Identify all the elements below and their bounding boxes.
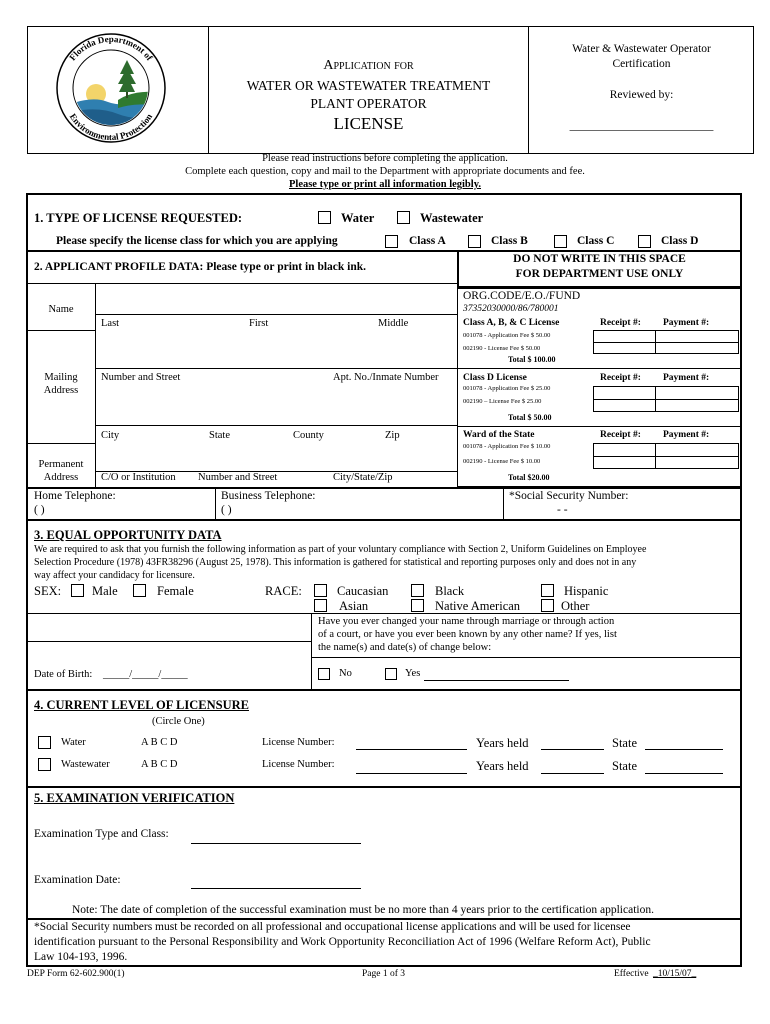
name-input-line[interactable] bbox=[95, 314, 457, 315]
ssn-label: *Social Security Number: bbox=[509, 490, 629, 502]
caucasian-label: Caucasian bbox=[337, 584, 389, 598]
mailing-label-2: Address bbox=[43, 385, 79, 396]
water-state-label: State bbox=[612, 736, 637, 750]
abc-grid-hline bbox=[593, 342, 739, 343]
ward-fee-app: 001078 - Application Fee $ 10.00 bbox=[463, 443, 551, 450]
dep-logo bbox=[48, 30, 174, 146]
d-grid-hline bbox=[593, 399, 739, 400]
divider-s4-s5 bbox=[27, 786, 741, 788]
do-not-write-line2: FOR DEPARTMENT USE ONLY bbox=[515, 268, 684, 280]
d-receipt-label: Receipt #: bbox=[600, 373, 641, 383]
circle-one-label: (Circle One) bbox=[152, 716, 205, 727]
cert-program-line1: Water & Wastewater Operator bbox=[572, 43, 711, 55]
section2-heading: 2. APPLICANT PROFILE DATA: Please type or print in black ink. bbox=[34, 261, 367, 273]
ward-total: Total $20.00 bbox=[508, 473, 550, 482]
ssn-note-line1: *Social Security numbers must be recorded on all professional and occupational license applications and will be used for licensee bbox=[34, 921, 631, 933]
d-fee-license: 002190 – License Fee $ 25.00 bbox=[463, 398, 542, 405]
wastewater-checkbox[interactable] bbox=[397, 211, 410, 224]
black-label: Black bbox=[435, 584, 465, 598]
section3-heading: 3. EQUAL OPPORTUNITY DATA bbox=[34, 528, 222, 542]
current-water-label: Water bbox=[61, 737, 86, 748]
d-total: Total $ 50.00 bbox=[508, 413, 552, 422]
yes-details-line[interactable] bbox=[424, 680, 569, 681]
business-telephone-field[interactable]: ( ) bbox=[221, 504, 232, 516]
abc-section-divider bbox=[457, 368, 742, 369]
abc-fee-app: 001078 - Application Fee $ 50.00 bbox=[463, 332, 551, 339]
name-change-q3: the name(s) and date(s) of change below: bbox=[318, 642, 492, 653]
title-line2: WATER OR WASTEWATER TREATMENT bbox=[246, 78, 491, 93]
effective-date: _10/15/07_ bbox=[653, 969, 697, 979]
state-label: State bbox=[209, 430, 230, 441]
d-license-title: Class D License bbox=[463, 373, 527, 383]
wastewater-years-held-field[interactable] bbox=[541, 773, 604, 774]
name-change-q1: Have you ever changed your name through marriage or through action bbox=[318, 616, 615, 627]
exam-date-field[interactable] bbox=[191, 888, 361, 889]
hispanic-label: Hispanic bbox=[564, 584, 609, 598]
ward-receipt-label: Receipt #: bbox=[600, 430, 641, 440]
reviewed-by-label: Reviewed by: bbox=[609, 89, 674, 101]
class-b-checkbox[interactable] bbox=[468, 235, 481, 248]
name-change-answer-line[interactable] bbox=[311, 657, 741, 658]
wastewater-license-number-field[interactable] bbox=[356, 773, 467, 774]
instruction-line1: Please read instructions before completing the application. bbox=[262, 153, 508, 164]
section5-heading: 5. EXAMINATION VERIFICATION bbox=[34, 791, 235, 805]
yes-label: Yes bbox=[405, 668, 421, 679]
eeo-para-line2: Selection Procedure (1978) 43FR38296 (August 25, 1978). This information is gathered for statistical and reporting purposes only and does not in any bbox=[34, 557, 637, 568]
phone-divider-1 bbox=[215, 487, 216, 519]
dob-label: Date of Birth: bbox=[34, 669, 93, 680]
title-line1: Application for bbox=[323, 58, 414, 73]
class-d-checkbox[interactable] bbox=[638, 235, 651, 248]
section1-heading: 1. TYPE OF LICENSE REQUESTED: bbox=[34, 211, 243, 225]
county-label: County bbox=[293, 430, 324, 441]
class-d-label: Class D bbox=[661, 235, 699, 247]
home-telephone-field[interactable]: ( ) bbox=[34, 504, 45, 516]
divider-s3-s4 bbox=[27, 689, 741, 691]
instruction-line2: Complete each question, copy and mail to the Department with appropriate documents and fee. bbox=[185, 166, 585, 177]
class-c-label: Class C bbox=[577, 235, 615, 247]
city-state-zip-label: City/State/Zip bbox=[333, 472, 393, 483]
business-telephone-label: Business Telephone: bbox=[221, 490, 316, 502]
wastewater-license-number-label: License Number: bbox=[262, 759, 335, 770]
race-label: RACE: bbox=[265, 584, 302, 598]
effective-label: Effective bbox=[614, 969, 649, 979]
phone-divider-2 bbox=[503, 487, 504, 519]
mailing-row-bottom-left bbox=[27, 443, 95, 444]
abc-total: Total $ 100.00 bbox=[508, 355, 556, 364]
caucasian-checkbox[interactable] bbox=[314, 584, 327, 597]
wastewater-years-held-label: Years held bbox=[476, 759, 529, 773]
org-code-label: ORG.CODE/E.O./FUND bbox=[463, 290, 581, 302]
ssn-note-line3: Law 104-193, 1996. bbox=[34, 951, 128, 963]
svg-text:Florida Department of: Florida Department of bbox=[67, 33, 155, 63]
class-prompt: Please specify the license class for which you are applying bbox=[56, 235, 338, 247]
number-street-label: Number and Street bbox=[101, 372, 181, 383]
wastewater-grade-options[interactable]: A B C D bbox=[141, 759, 178, 770]
no-checkbox[interactable] bbox=[318, 668, 330, 680]
city-label: City bbox=[101, 430, 120, 441]
current-water-checkbox[interactable] bbox=[38, 736, 51, 749]
current-wastewater-checkbox[interactable] bbox=[38, 758, 51, 771]
class-a-label: Class A bbox=[409, 235, 446, 247]
d-fee-app: 001078 - Application Fee $ 25.00 bbox=[463, 385, 551, 392]
other-race-checkbox[interactable] bbox=[541, 599, 554, 612]
exam-note: Note: The date of completion of the successful examination must be no more than 4 years prior to the certification application. bbox=[72, 904, 654, 916]
water-grade-options[interactable]: A B C D bbox=[141, 737, 178, 748]
page-number: Page 1 of 3 bbox=[362, 969, 406, 979]
abc-receipt-label: Receipt #: bbox=[600, 318, 641, 328]
water-label: Water bbox=[341, 211, 375, 225]
do-not-write-line1: DO NOT WRITE IN THIS SPACE bbox=[513, 253, 686, 265]
abc-license-title: Class A, B, & C License bbox=[463, 318, 560, 328]
abc-payment-label: Payment #: bbox=[663, 318, 710, 328]
zip-label: Zip bbox=[385, 430, 400, 441]
middle-label: Middle bbox=[378, 318, 409, 329]
first-label: First bbox=[249, 318, 269, 329]
native-american-label: Native American bbox=[435, 599, 521, 613]
sex-label: SEX: bbox=[34, 584, 62, 598]
wastewater-state-label: State bbox=[612, 759, 637, 773]
exam-type-field[interactable] bbox=[191, 843, 361, 844]
ward-title: Ward of the State bbox=[463, 430, 535, 440]
ward-payment-label: Payment #: bbox=[663, 430, 710, 440]
ssn-note-line2: identification pursuant to the Personal Responsibility and Work Opportunity Reconciliation Act of 1996 (Welfare Reform Act), Public bbox=[34, 936, 651, 948]
home-telephone-label: Home Telephone: bbox=[34, 490, 116, 502]
mailing-label-1: Mailing bbox=[44, 372, 78, 383]
asian-checkbox[interactable] bbox=[314, 599, 327, 612]
no-label: No bbox=[339, 668, 352, 679]
svg-text:Environmental Protection: Environmental Protection bbox=[67, 111, 155, 143]
permanent-label-1: Permanent bbox=[38, 459, 84, 470]
current-wastewater-label: Wastewater bbox=[61, 759, 110, 770]
number-street-2-label: Number and Street bbox=[198, 472, 278, 483]
abc-fee-license: 002190 - License Fee $ 50.00 bbox=[463, 345, 541, 352]
wastewater-label: Wastewater bbox=[420, 211, 484, 225]
ssn-field[interactable]: - - bbox=[557, 504, 568, 516]
name-row-bottom-left bbox=[27, 330, 95, 331]
native-american-checkbox[interactable] bbox=[411, 599, 424, 612]
asian-label: Asian bbox=[339, 599, 369, 613]
cert-program-line2: Certification bbox=[612, 58, 671, 70]
name-change-divider bbox=[311, 613, 312, 689]
title-line3: PLANT OPERATOR bbox=[310, 96, 427, 111]
wastewater-state-field[interactable] bbox=[645, 773, 723, 774]
divider-s5-footer bbox=[27, 918, 741, 920]
exam-type-label: Examination Type and Class: bbox=[34, 828, 169, 840]
reviewed-by-line[interactable]: _________________________ bbox=[569, 120, 714, 132]
female-checkbox[interactable] bbox=[133, 584, 146, 597]
eeo-para-line1: We are required to ask that you furnish the following information as part of your voluntary compliance with Section 2, Uniform Guidelines on Employee bbox=[34, 544, 647, 555]
class-b-label: Class B bbox=[491, 235, 528, 247]
phone-row-bottom bbox=[27, 519, 741, 521]
instruction-line3: Please type or print all information legibly. bbox=[288, 179, 481, 190]
black-checkbox[interactable] bbox=[411, 584, 424, 597]
org-code-number: 37352030000/86/780001 bbox=[463, 304, 559, 314]
yes-checkbox[interactable] bbox=[385, 668, 397, 680]
eeo-para-line3: way affect your candidacy for licensure. bbox=[34, 570, 195, 581]
last-label: Last bbox=[101, 318, 120, 329]
d-payment-label: Payment #: bbox=[663, 373, 710, 383]
hispanic-checkbox[interactable] bbox=[541, 584, 554, 597]
ward-fee-license: 002190 - License Fee $ 10.00 bbox=[463, 458, 541, 465]
water-checkbox[interactable] bbox=[318, 211, 331, 224]
city-input-line[interactable] bbox=[95, 425, 457, 426]
male-label: Male bbox=[92, 584, 118, 598]
other-name-line[interactable] bbox=[27, 641, 311, 642]
water-state-field[interactable] bbox=[645, 749, 723, 750]
name-label: Name bbox=[48, 304, 74, 315]
co-institution-label: C/O or Institution bbox=[101, 472, 176, 483]
form-number: DEP Form 62-602.900(1) bbox=[27, 969, 125, 979]
phone-row-top bbox=[27, 487, 741, 489]
water-license-number-field[interactable] bbox=[356, 749, 467, 750]
title-line4: LICENSE bbox=[333, 114, 404, 133]
apt-label: Apt. No./Inmate Number bbox=[333, 372, 439, 383]
class-a-checkbox[interactable] bbox=[385, 235, 398, 248]
male-checkbox[interactable] bbox=[71, 584, 84, 597]
dob-field[interactable]: _____/_____/_____ bbox=[103, 669, 188, 680]
name-change-top bbox=[27, 613, 741, 614]
water-years-held-field[interactable] bbox=[541, 749, 604, 750]
female-label: Female bbox=[157, 584, 194, 598]
mailing-input-line[interactable] bbox=[95, 368, 457, 369]
water-years-held-label: Years held bbox=[476, 736, 529, 750]
name-change-q2: of a court, or have you ever been known by any other name? If yes, list bbox=[318, 629, 617, 640]
section4-heading: 4. CURRENT LEVEL OF LICENSURE bbox=[34, 698, 249, 712]
other-race-label: Other bbox=[561, 599, 590, 613]
ward-grid-hline bbox=[593, 456, 739, 457]
water-license-number-label: License Number: bbox=[262, 737, 335, 748]
divider-s2-heading bbox=[27, 283, 457, 284]
d-section-divider bbox=[457, 426, 742, 427]
exam-date-label: Examination Date: bbox=[34, 874, 121, 886]
permanent-label-2: Address bbox=[43, 472, 79, 483]
class-c-checkbox[interactable] bbox=[554, 235, 567, 248]
